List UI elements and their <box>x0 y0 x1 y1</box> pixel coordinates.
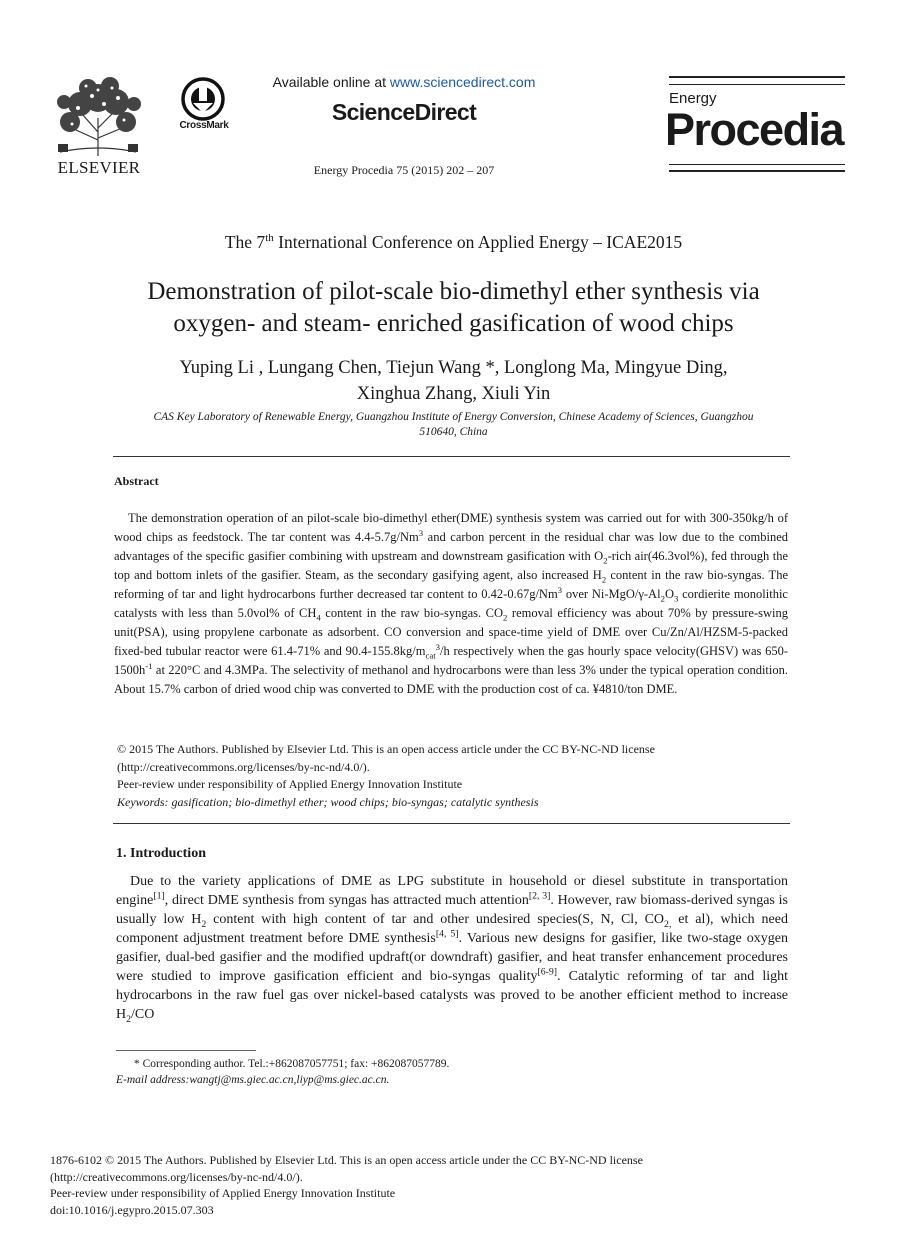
email-note[interactable]: E-mail address:wangtj@ms.giec.ac.cn,liyp@ms.giec.ac.cn. <box>116 1074 390 1086</box>
conference-name: The 7th International Conference on Applied Energy – ICAE2015 <box>224 232 683 252</box>
authors-line-1: Yuping Li , Lungang Chen, Tiejun Wang *, Longlong Ma, Mingyue Ding, <box>179 358 728 378</box>
available-prefix: Available online at <box>272 74 390 90</box>
corresponding-author-note: * Corresponding author. Tel.:+862087057751; fax: +862087057789. <box>134 1058 450 1070</box>
logo-rule-top <box>669 76 845 78</box>
footnote-separator <box>116 1050 256 1051</box>
peer-review-line: Peer-review under responsibility of Applied Energy Innovation Institute <box>117 777 463 791</box>
bottom-peer-review: Peer-review under responsibility of Applied Energy Innovation Institute <box>50 1186 396 1200</box>
citation-ref[interactable]: [1] <box>153 890 165 902</box>
available-online <box>228 74 580 90</box>
doi-link[interactable]: doi:10.1016/j.egypro.2015.07.303 <box>50 1202 214 1217</box>
publisher-name: ELSEVIER <box>57 158 141 177</box>
logo-rule-top-thin <box>669 84 845 85</box>
abstract-rule-bottom <box>113 823 790 824</box>
title-line-2: oxygen- and steam- enriched gasification of wood chips <box>173 310 734 337</box>
license-url-link[interactable]: (http://creativecommons.org/licenses/by-nc-nd/4.0/). <box>117 759 370 774</box>
paper-title <box>60 276 847 340</box>
logo-rule-bottom-thin <box>669 164 845 165</box>
introduction-text: Due to the variety applications of DME as LPG substitute in household or diesel substitute in transportation engine[1], direct DME synthesis from syngas has attracted much attention[2, 3]. However, raw biomass-derived syngas is usually low $H_2$ content with high content of tar and other undesired species(S, N, Cl, $CO_{2,}$ et al), which need component adjustment treatment before DME synthesis[4, 5]. Various new designs for gasifier, like two-stage oxygen gasifier, dual-bed gasifier and the modified updraft(or downdraft) gasifier, and heat transfer enhancement procedures were studied to improve gasification efficient and bio-syngas quality[6-9]. Catalytic reforming of tar and light hydrocarbons in the raw fuel gas over nickel-based catalysts was proved to be another efficient method to increase $H_2/CO$ <box>116 874 789 1025</box>
journal-logo-procedia: Procedia <box>665 104 844 155</box>
abstract-rule-top <box>113 456 790 457</box>
issn-line: 1876-6102 © 2015 The Authors. Published by Elsevier Ltd. This is an open access article under the CC BY-NC-ND license <box>50 1153 643 1167</box>
citation-ref[interactable]: [4, 5] <box>435 928 459 940</box>
bottom-license-link[interactable]: (http://creativecommons.org/licenses/by-nc-nd/4.0/). <box>50 1169 303 1184</box>
sciencedirect-brand: ScienceDirect <box>331 99 477 125</box>
title-line-1: Demonstration of pilot-scale bio-dimethyl ether synthesis via <box>147 278 760 305</box>
citation-ref[interactable]: [6-9] <box>537 966 558 978</box>
crossmark-label: CrossMark <box>179 120 229 131</box>
keywords-line: Keywords: gasification; bio-dimethyl ether; wood chips; bio-syngas; catalytic synthesis <box>117 794 539 809</box>
abstract-heading: Abstract <box>114 474 159 488</box>
logo-rule-bottom <box>669 170 845 172</box>
abstract-text: The demonstration operation of an pilot-scale bio-dimethyl ether(DME) synthesis system was carried out for with 300-350kg/h of wood chips as feedstock. The tar content was 4.4-5.7g/Nm$^3$ and carbon percent in the residual char was low due to the combined advantages of the specific gasifier combining with upstream and downstream gasification with $O_2$-rich air(46.3vol%), fed through the top and bottom inlets of the gasifier. Steam, as the secondary gasifying agent, also increased $H_2$ content in the raw bio-syngas. The reforming of tar and light hydrocarbons further decreased tar content to 0.42-0.67g/Nm$^3$ over $Ni-MgO/\gamma-Al_2O_3$ cordierite monolithic catalysts with less than 5.0vol% of $CH_4$ content in the raw bio-syngas. $CO_2$ removal efficiency was about 70% by pressure-swing unit(PSA), using propylene carbonate as adsorbent. CO conversion and space-time yield of DME over Cu/Zn/Al/HZSM-5-packed fixed-bed tubular reactor were 61.4-71% and $90.4-155.8kg/m_{cat}^3/h$ respectively when the gas hourly space velocity(GHSV) was $650-1500h^{-1}$ at 220°C and 4.3MPa. The selectivity of methanol and hydrocarbons were than less 3% under the typical operation condition. About 15.7% carbon of dried wood chip was converted to DME with the production cost of ca. ¥4810/ton DME. <box>114 511 789 696</box>
journal-reference: Energy Procedia 75 (2015) 202 – 207 <box>313 163 495 177</box>
introduction-heading: 1. Introduction <box>116 846 206 861</box>
crossmark-icon[interactable] <box>181 77 225 121</box>
author-list <box>60 355 847 407</box>
license-line: © 2015 The Authors. Published by Elsevier Ltd. This is an open access article under the CC BY-NC-ND license <box>117 742 655 756</box>
elsevier-tree-logo <box>52 74 144 158</box>
affiliation: CAS Key Laboratory of Renewable Energy, Guangzhou Institute of Energy Conversion, Chinese Academy of Sciences, Guangzhou 510640, China <box>153 411 754 438</box>
license-block <box>117 741 787 811</box>
issn-copyright-block <box>50 1152 810 1218</box>
citation-ref[interactable]: [2, 3] <box>528 890 551 902</box>
authors-line-2: Xinghua Zhang, Xiuli Yin <box>356 384 551 404</box>
journal-logo-energy: Energy <box>669 90 717 107</box>
sciencedirect-link[interactable]: www.sciencedirect.com <box>389 74 536 90</box>
